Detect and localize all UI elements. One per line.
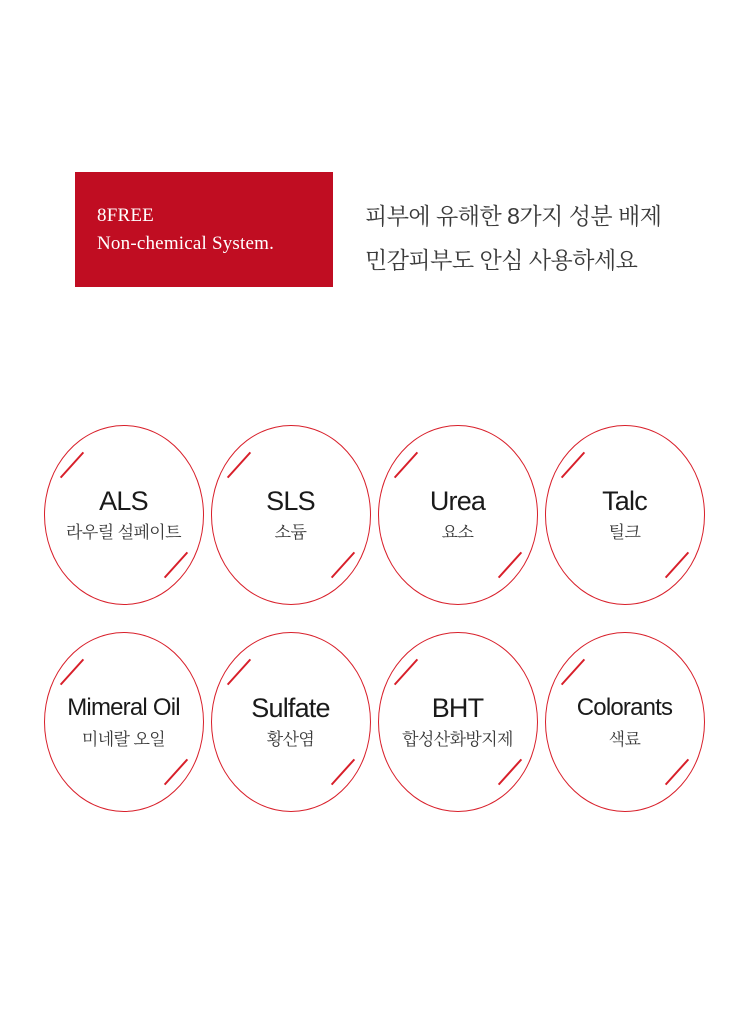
ingredient-item-talc (541, 425, 708, 610)
eightfree-badge (75, 172, 333, 287)
ingredient-name-en: ALS (99, 486, 148, 516)
ingredient-label-group (40, 632, 207, 812)
ingredient-name-en: SLS (266, 486, 315, 516)
eightfree-badge-line-2: Non-chemical System. (97, 233, 275, 254)
ingredient-name-en: Urea (429, 486, 486, 516)
ingredient-name-ko: 소듐 (274, 523, 307, 542)
free-from-header (0, 172, 750, 287)
eightfree-badge-text (97, 202, 274, 258)
headline (365, 194, 661, 282)
ingredient-name-ko: 라우릴 설페이트 (66, 523, 181, 542)
ingredient-name-ko: 합성산화방지제 (402, 730, 513, 749)
ingredient-name-ko: 미네랄 오일 (81, 730, 166, 749)
ingredient-item-urea (374, 425, 541, 610)
ingredient-name-en: Talc (602, 486, 647, 516)
ingredient-label-group (374, 632, 541, 812)
free-from-ingredient-grid (40, 425, 710, 839)
ingredient-row-1 (40, 425, 710, 610)
ingredient-item-mineral-oil (40, 632, 207, 817)
headline-line-1: 피부에 유해한 8가지 성분 배제 (365, 203, 662, 229)
ingredient-name-ko: 황산염 (266, 730, 315, 749)
ingredient-row-2 (40, 632, 710, 817)
ingredient-name-en: Mimeral Oil (67, 694, 180, 721)
ingredient-item-als (40, 425, 207, 610)
ingredient-name-en: Colorants (576, 694, 673, 721)
ingredient-label-group (40, 425, 207, 605)
headline-line-2: 민감피부도 안심 사용하세요 (365, 247, 638, 273)
ingredient-name-ko: 틸크 (608, 523, 641, 542)
ingredient-label-group (207, 632, 374, 812)
eightfree-badge-line-1: 8FREE (97, 205, 154, 226)
ingredient-item-sls (207, 425, 374, 610)
ingredient-name-en: Sulfate (251, 693, 330, 723)
ingredient-name-en: BHT (431, 693, 484, 723)
ingredient-label-group (374, 425, 541, 605)
ingredient-label-group (541, 632, 708, 812)
ingredient-name-ko: 요소 (441, 523, 474, 542)
ingredient-label-group (541, 425, 708, 605)
ingredient-label-group (207, 425, 374, 605)
ingredient-item-sulfate (207, 632, 374, 817)
ingredient-item-colorants (541, 632, 708, 817)
ingredient-item-bht (374, 632, 541, 817)
ingredient-name-ko: 색료 (608, 730, 641, 749)
